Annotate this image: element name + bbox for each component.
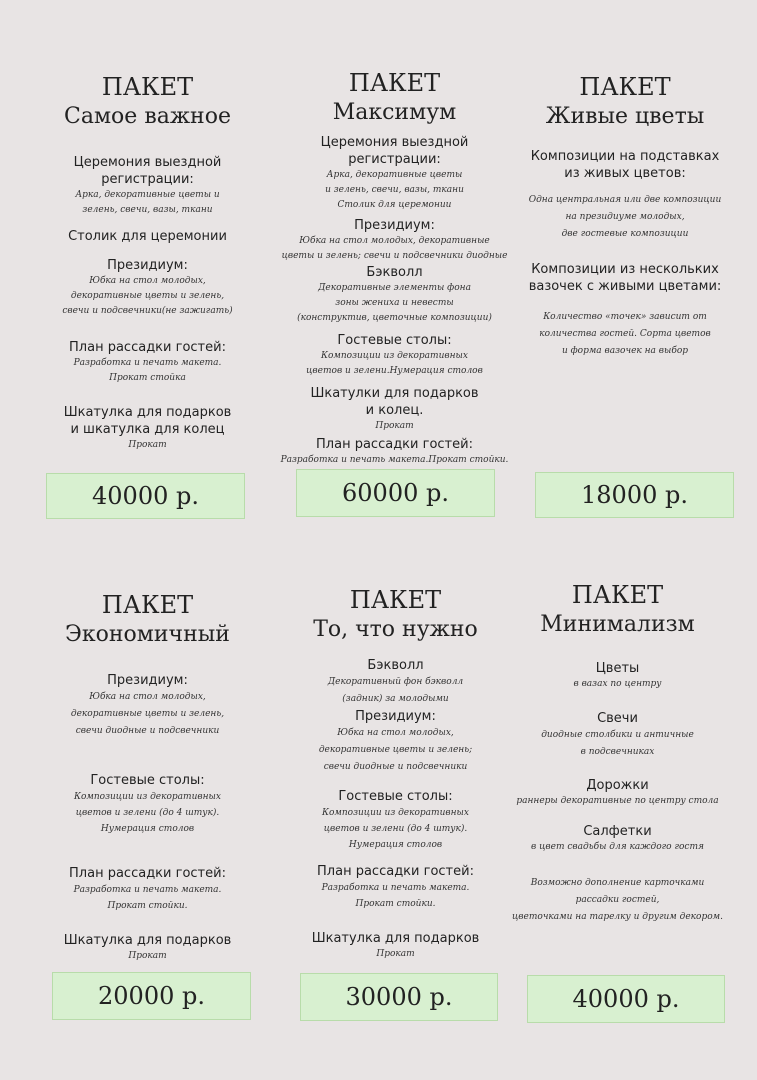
package-price: 18000 р. — [535, 472, 734, 518]
section-heading: Гостевые столы: — [90, 773, 205, 788]
package-section — [20, 154, 275, 218]
section-detail: диодные столбики и античные в подсвечниках — [541, 730, 694, 757]
section-heading: План рассадки гостей: — [316, 437, 473, 452]
section-heading: Церемония выездной регистрации: — [320, 135, 469, 167]
package-section — [495, 823, 740, 855]
section-detail: Прокат — [128, 951, 167, 961]
section-detail: раннеры декоративные по центру стола — [516, 796, 719, 806]
package-section — [262, 264, 527, 326]
section-heading: Шкатулка для подарков — [63, 933, 232, 948]
section-heading: Гостевые столы: — [337, 333, 452, 348]
package-price: 20000 р. — [52, 972, 251, 1020]
package-label: ПАКЕТ — [571, 581, 664, 609]
section-detail: Прокат — [376, 949, 415, 959]
section-heading: Бэкволл — [366, 265, 423, 280]
section-detail: Арка, декоративные цветы и зелень, свечи, вазы, ткани — [75, 190, 220, 215]
package-section — [495, 660, 740, 692]
package-name: Экономичный — [65, 622, 230, 647]
package-section — [20, 404, 275, 453]
package-section — [20, 932, 275, 964]
section-detail: в вазах по центру — [573, 679, 662, 689]
package-label: ПАКЕТ — [348, 69, 441, 97]
section-heading: Салфетки — [583, 824, 652, 839]
section-detail: Разработка и печать макета. Прокат стойки. — [321, 883, 470, 909]
section-heading: Композиции на подставках из живых цветов: — [530, 149, 720, 181]
package-name: Максимум — [332, 100, 457, 125]
section-detail: Композиции из декоративных цветов и зелени.Нумерация столов — [306, 351, 483, 376]
section-detail: Возможно дополнение карточками рассадки гостей, цветочками на тарелку и другим декором. — [512, 878, 723, 922]
package-section — [20, 257, 275, 319]
package-section — [20, 339, 275, 386]
package-card-zhivye-tsvety — [505, 72, 745, 368]
package-section — [495, 777, 740, 809]
section-heading: Шкатулка для подарков и шкатулка для колец — [63, 405, 232, 437]
section-detail: Арка, декоративные цветы и зелень, свечи, вазы, ткани Столик для церемонии — [325, 170, 464, 210]
package-section — [268, 788, 523, 853]
section-heading: Столик для церемонии — [68, 229, 227, 244]
section-heading: Дорожки — [586, 778, 649, 793]
package-section — [268, 930, 523, 962]
section-detail: Декоративный фон бэкволл (задник) за молодыми — [327, 677, 464, 704]
package-section — [505, 261, 745, 360]
package-section — [268, 863, 523, 912]
section-heading: Композиции из нескольких вазочек с живыми цветами: — [528, 262, 722, 294]
section-detail: Разработка и печать макета.Прокат стойки. — [280, 455, 509, 465]
section-detail: Юбка на стол молодых, декоративные цветы и зелень; свечи и подсвечники диодные — [281, 236, 508, 261]
package-section — [262, 436, 527, 468]
section-detail: Одна центральная или две композиции на президиуме молодых, две гостевые композиции — [528, 195, 722, 239]
package-label: ПАКЕТ — [101, 591, 194, 619]
package-section — [262, 217, 527, 264]
package-card-maksimum — [262, 68, 527, 476]
package-card-minimalizm — [495, 580, 740, 934]
package-label: ПАКЕТ — [101, 73, 194, 101]
package-section — [20, 672, 275, 740]
section-heading: Шкатулки для подарков и колец. — [310, 386, 479, 418]
section-detail: Разработка и печать макета. Прокат стойки. — [73, 885, 222, 911]
package-name: То, что нужно — [313, 617, 478, 642]
section-detail: Декоративные элементы фона зоны жениха и невесты (конструктив, цветочные композиции) — [297, 283, 492, 323]
section-heading: Гостевые столы: — [338, 789, 453, 804]
package-card-ekonomichnyy — [20, 590, 275, 972]
package-section — [495, 875, 740, 926]
package-section — [268, 657, 523, 708]
package-section — [262, 332, 527, 379]
section-detail: Юбка на стол молодых, декоративные цветы и зелень; свечи диодные и подсвечники — [318, 728, 473, 772]
package-name: Живые цветы — [545, 104, 705, 129]
section-heading: Президиум: — [107, 258, 188, 273]
package-card-samoe-vazhnoe — [20, 72, 275, 461]
section-heading: План рассадки гостей: — [317, 864, 474, 879]
section-detail: Разработка и печать макета. Прокат стойка — [73, 358, 222, 383]
section-heading: Бэкволл — [367, 658, 424, 673]
package-section — [505, 148, 745, 243]
section-detail: Юбка на стол молодых, декоративные цветы и зелень, свечи диодные и подсвечники — [70, 692, 225, 736]
package-name: Самое важное — [64, 104, 231, 129]
section-heading: Шкатулка для подарков — [311, 931, 480, 946]
section-detail: Количество «точек» зависит от количества гостей. Сорта цветов и форма вазочек на выбор — [539, 312, 711, 356]
package-price: 40000 р. — [527, 975, 725, 1023]
package-section — [20, 772, 275, 837]
section-detail: Юбка на стол молодых, декоративные цветы и зелень, свечи и подсвечники(не зажигать) — [62, 276, 233, 316]
section-detail: в цвет свадьбы для каждого гостя — [531, 842, 704, 852]
section-heading: Свечи — [597, 711, 638, 726]
package-section — [20, 228, 275, 245]
section-heading: Церемония выездной регистрации: — [73, 155, 222, 187]
package-section — [262, 385, 527, 434]
section-heading: План рассадки гостей: — [69, 866, 226, 881]
package-label: ПАКЕТ — [349, 586, 442, 614]
package-label: ПАКЕТ — [579, 73, 671, 101]
section-heading: Президиум: — [354, 218, 435, 233]
section-detail: Прокат — [375, 421, 414, 431]
package-section — [262, 134, 527, 213]
section-heading: Президиум: — [107, 673, 188, 688]
section-detail: Прокат — [128, 440, 167, 450]
package-name: Минимализм — [540, 612, 695, 637]
package-section — [20, 865, 275, 914]
section-heading: Цветы — [595, 661, 640, 676]
package-section — [495, 710, 740, 761]
section-heading: Президиум: — [355, 709, 436, 724]
package-price: 40000 р. — [46, 473, 245, 519]
package-price: 60000 р. — [296, 469, 495, 517]
section-heading: План рассадки гостей: — [69, 340, 226, 355]
section-detail: Композиции из декоративных цветов и зелени (до 4 штук). Нумерация столов — [322, 808, 469, 850]
section-detail: Композиции из декоративных цветов и зелени (до 4 штук). Нумерация столов — [74, 792, 221, 834]
package-price: 30000 р. — [300, 973, 498, 1021]
package-card-to-chto-nuzhno — [268, 585, 523, 970]
package-section — [268, 708, 523, 776]
